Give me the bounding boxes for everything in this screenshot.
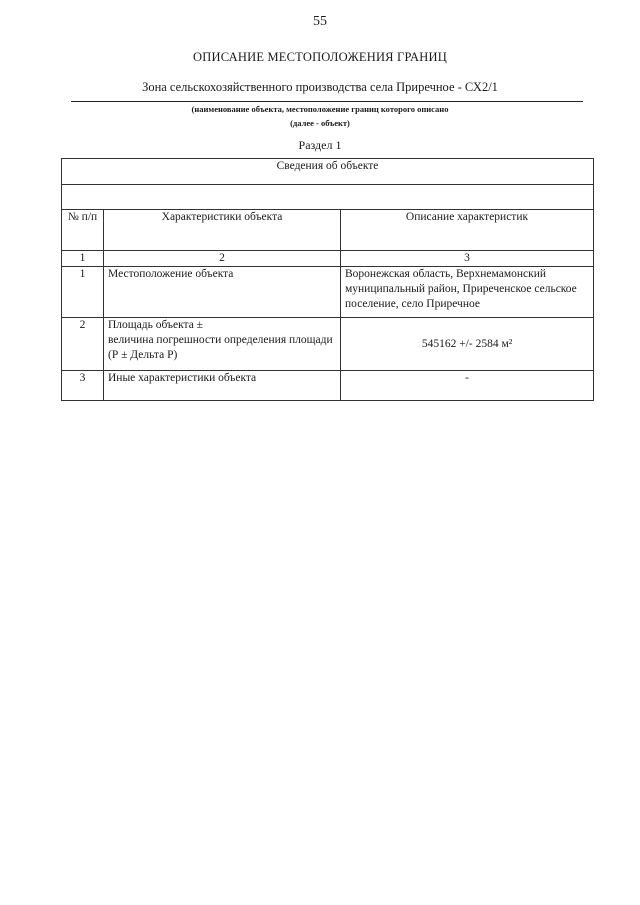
row-description: Воронежская область, Верхнемамонский муниципальный район, Приреченское сельское поселение, село Приречное	[341, 267, 594, 318]
object-info-table	[61, 158, 594, 401]
table-header: Сведения об объекте	[62, 159, 594, 185]
row-number: 1	[62, 267, 104, 318]
underline-rule	[71, 101, 583, 102]
row-characteristic: Иные характеристики объекта	[104, 371, 341, 401]
row-number: 3	[62, 371, 104, 401]
section-label: Раздел 1	[298, 138, 342, 152]
row-characteristic: Местоположение объекта	[104, 267, 341, 318]
empty-cell	[62, 185, 594, 210]
document-subtitle: Зона сельскохозяйственного производства села Приречное - СХ2/1	[142, 80, 498, 94]
column-index-row	[62, 251, 594, 267]
page-number: 55	[313, 14, 327, 29]
row-characteristic-line-2: величина погрешности определения площади (Р ± Дельта Р)	[108, 334, 333, 361]
table-row	[62, 318, 594, 371]
row-characteristic	[104, 318, 341, 371]
table-empty-row	[62, 185, 594, 210]
column-header-description: Описание характеристик	[341, 210, 594, 251]
row-number: 2	[62, 318, 104, 371]
column-header-row	[62, 210, 594, 251]
document-title: ОПИСАНИЕ МЕСТОПОЛОЖЕНИЯ ГРАНИЦ	[193, 50, 447, 64]
row-description: -	[341, 371, 594, 401]
table-row	[62, 267, 594, 318]
row-characteristic-line-1: Площадь объекта ±	[108, 319, 203, 331]
column-header-characteristics: Характеристики объекта	[104, 210, 341, 251]
caption-line-2: (далее - объект)	[290, 118, 350, 128]
column-index-2: 2	[104, 251, 341, 267]
caption-line-1: (наименование объекта, местоположение границ которого описано	[191, 104, 449, 114]
column-header-num: № п/п	[62, 210, 104, 251]
row-description: 545162 +/- 2584 м²	[341, 318, 594, 371]
table-row	[62, 371, 594, 401]
column-index-1: 1	[62, 251, 104, 267]
table-header-row	[62, 159, 594, 185]
column-index-3: 3	[341, 251, 594, 267]
